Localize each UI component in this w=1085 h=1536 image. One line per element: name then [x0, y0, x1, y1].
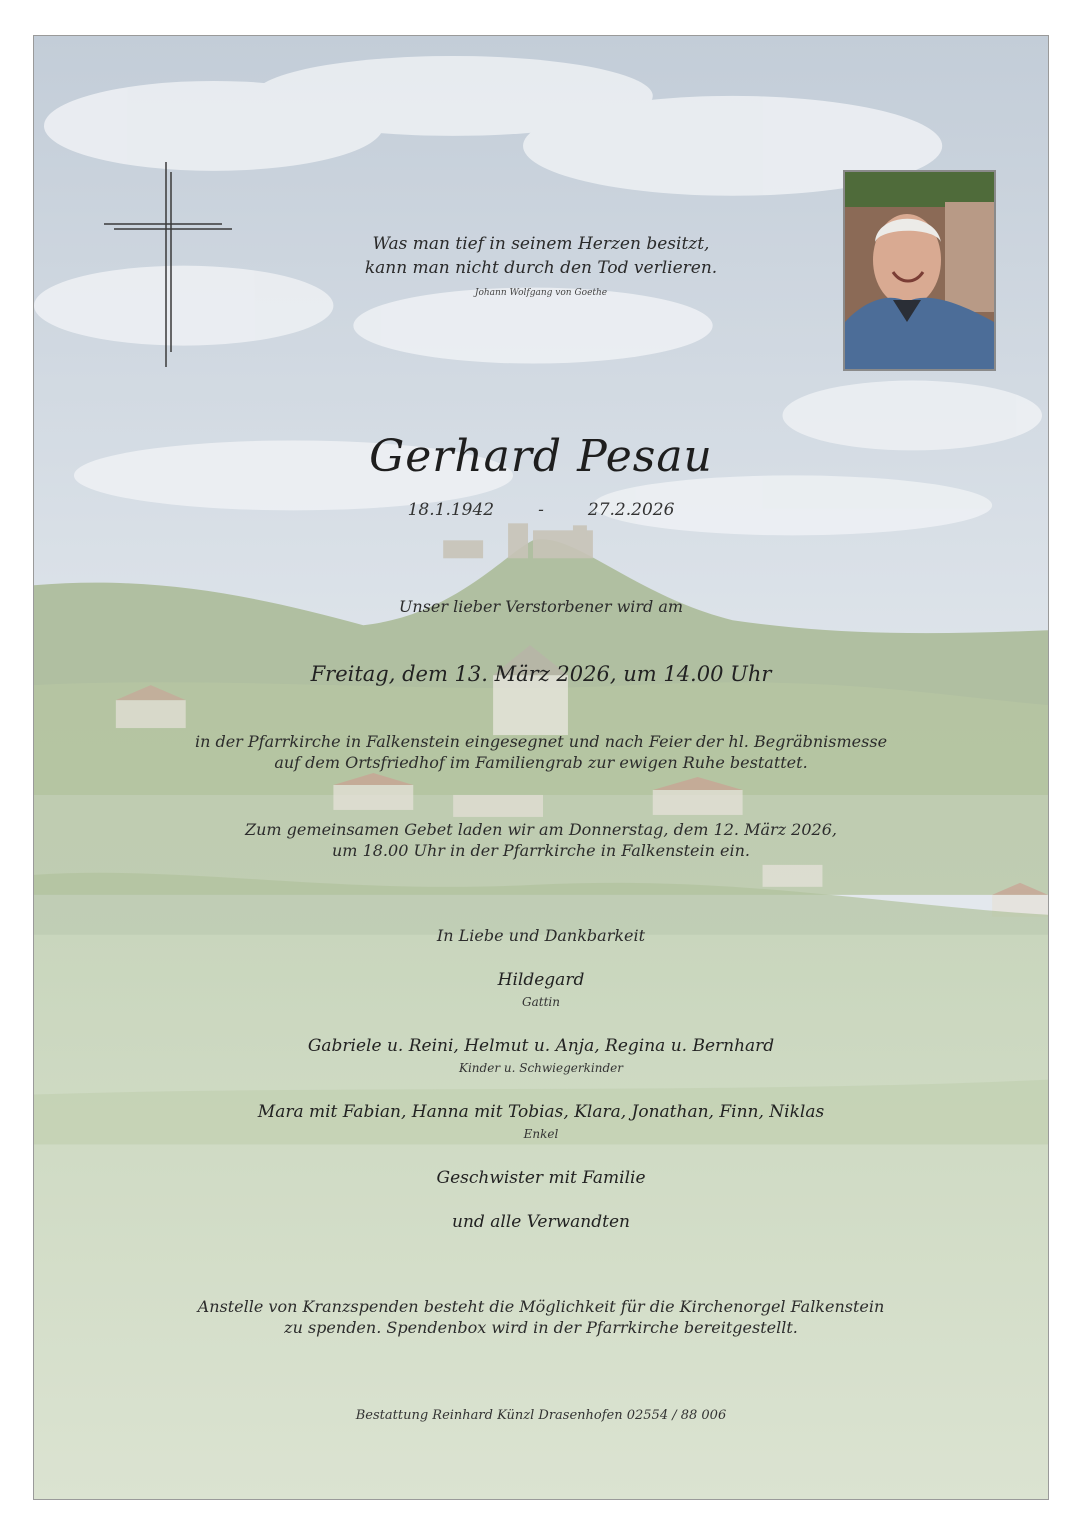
- donation-line-1: Anstelle von Kranzspenden besteht die Möglichkeit für die Kirchenorgel Falkenstein: [197, 1297, 885, 1316]
- life-dates: [34, 500, 1048, 520]
- mourner-children-role: Kinder u. Schwiegerkinder: [459, 1061, 623, 1075]
- mourner-siblings: Geschwister mit Familie: [436, 1168, 646, 1188]
- funeral-line-1: in der Pfarrkirche in Falkenstein eingesegnet und nach Feier der hl. Begräbnismesse: [194, 732, 888, 751]
- prayer-line-2: um 18.00 Uhr in der Pfarrkirche in Falkenstein ein.: [332, 841, 750, 860]
- prayer-details: [34, 819, 1048, 861]
- funeral-date: Freitag, dem 13. März 2026, um 14.00 Uhr: [310, 662, 772, 686]
- mourner-grandchildren: Mara mit Fabian, Hanna mit Tobias, Klara, Jonathan, Finn, Niklas: [257, 1102, 825, 1122]
- quote-line-2: kann man nicht durch den Tod verlieren.: [364, 258, 718, 278]
- mourner-grandchildren-role: Enkel: [523, 1127, 559, 1141]
- funeral-line-2: auf dem Ortsfriedhof im Familiengrab zur ewigen Ruhe bestattet.: [274, 753, 808, 772]
- mourners-heading: In Liebe und Dankbarkeit: [436, 926, 646, 945]
- mourner-relatives: und alle Verwandten: [452, 1212, 630, 1232]
- death-date: 27.2.2026: [587, 500, 675, 520]
- mourner-wife: Hildegard: [497, 970, 585, 990]
- quote-line-1: Was man tief in seinem Herzen besitzt,: [372, 234, 710, 254]
- portrait-photo: [843, 170, 996, 371]
- funeral-home-footer: Bestattung Reinhard Künzl Drasenhofen 02554 / 88 006: [355, 1408, 727, 1423]
- quote-author: Johann Wolfgang von Goethe: [474, 288, 608, 298]
- donation-note: [34, 1296, 1048, 1338]
- obituary-sheet: [33, 35, 1049, 1500]
- date-separator: -: [538, 500, 544, 520]
- mourner-children: Gabriele u. Reini, Helmut u. Anja, Regina u. Bernhard: [307, 1036, 775, 1056]
- funeral-details: [34, 731, 1048, 773]
- prayer-line-1: Zum gemeinsamen Gebet laden wir am Donnerstag, dem 12. März 2026,: [245, 820, 837, 839]
- mourner-wife-role: Gattin: [522, 995, 560, 1009]
- announcement-intro: Unser lieber Verstorbener wird am: [398, 597, 684, 616]
- deceased-name: Gerhard Pesau: [369, 431, 713, 482]
- obituary-content: [34, 36, 1048, 1499]
- donation-line-2: zu spenden. Spendenbox wird in der Pfarrkirche bereitgestellt.: [284, 1318, 798, 1337]
- birth-date: 18.1.1942: [407, 500, 495, 520]
